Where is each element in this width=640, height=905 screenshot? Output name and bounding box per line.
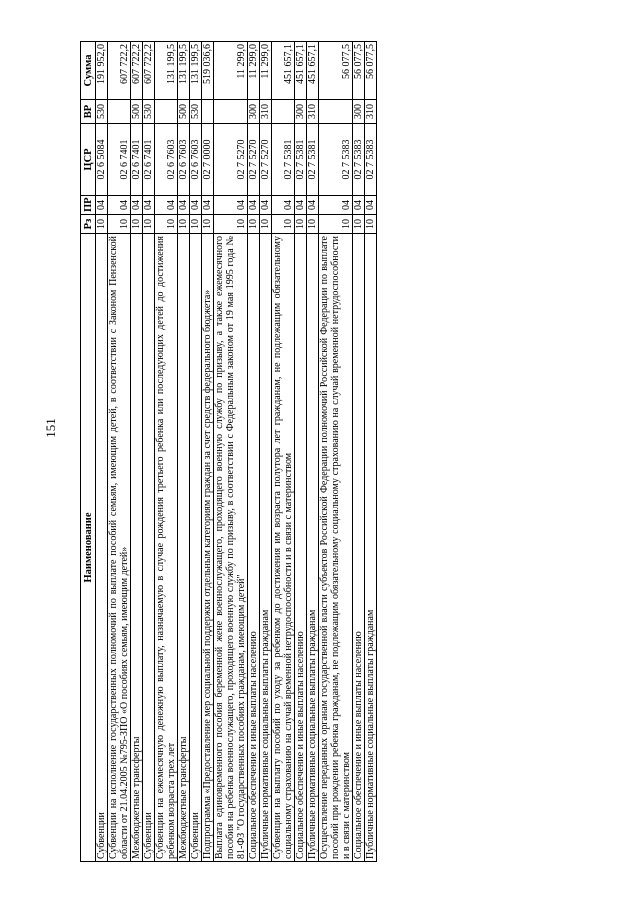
cell-vr: [319, 100, 353, 124]
cell-csr: 02 6 7401: [131, 124, 143, 196]
header-pr: ПР: [81, 196, 96, 215]
cell-pr: 04: [131, 196, 143, 215]
header-name: Наименование: [81, 234, 96, 862]
cell-csr: 02 6 5084: [96, 124, 108, 196]
cell-pr: 04: [272, 196, 295, 215]
table-header-row: [81, 42, 96, 862]
cell-vr: 500: [178, 100, 190, 124]
cell-pr: 04: [190, 196, 202, 215]
header-sum: Сумма: [81, 42, 96, 100]
cell-sum: 451 657,1: [272, 42, 295, 100]
cell-name: Публичные нормативные социальные выплаты гражданам: [260, 234, 272, 862]
cell-rz: 10: [295, 215, 307, 234]
cell-rz: 10: [178, 215, 190, 234]
table-row: [248, 42, 260, 862]
cell-csr: 02 6 7401: [143, 124, 155, 196]
cell-rz: 10: [214, 215, 248, 234]
cell-name: Социальное обеспечение и иные выплаты населению: [295, 234, 307, 862]
cell-sum: 607 722,2: [108, 42, 131, 100]
cell-name: Социальное обеспечение и иные выплаты населению: [353, 234, 365, 862]
cell-csr: 02 6 7603: [190, 124, 202, 196]
table-body: [96, 42, 377, 862]
cell-vr: 530: [190, 100, 202, 124]
cell-name: Выплата единовременного пособия беременной жене военнослужащего, проходящего военную службу по призыву, а также ежемесячного пособия на ребенка военнослужащего, проходящего военную службу по призыву, в соответствии с Федеральным законом от 19 мая 1995 года № 81-ФЗ "О государственных пособиях гражданам, имеющим детей": [214, 234, 248, 862]
cell-rz: 10: [155, 215, 178, 234]
cell-pr: 04: [96, 196, 108, 215]
cell-rz: 10: [131, 215, 143, 234]
header-csr: ЦСР: [81, 124, 96, 196]
cell-csr: 02 6 7401: [108, 124, 131, 196]
cell-vr: [214, 100, 248, 124]
cell-vr: 300: [248, 100, 260, 124]
rotated-page-content: [80, 42, 550, 862]
table-row: [143, 42, 155, 862]
cell-pr: 04: [108, 196, 131, 215]
cell-vr: 500: [131, 100, 143, 124]
cell-sum: 519 036,6: [202, 42, 214, 100]
table-row: [178, 42, 190, 862]
cell-rz: 10: [272, 215, 295, 234]
header-rz: Рз: [81, 215, 96, 234]
cell-rz: 10: [96, 215, 108, 234]
header-vr: ВР: [81, 100, 96, 124]
table-row: [365, 42, 377, 862]
cell-sum: 451 657,1: [307, 42, 319, 100]
cell-vr: 300: [353, 100, 365, 124]
table-row: [96, 42, 108, 862]
cell-csr: 02 7 5270: [248, 124, 260, 196]
cell-csr: 02 7 0000: [202, 124, 214, 196]
cell-pr: 04: [214, 196, 248, 215]
cell-csr: 02 7 5381: [307, 124, 319, 196]
cell-name: Подпрограмма «Предоставление мер социальной поддержки отдельным категориям граждан за счет средств федерального бюджета»: [202, 234, 214, 862]
table-row: [190, 42, 202, 862]
cell-sum: 131 199,5: [178, 42, 190, 100]
cell-name: Субвенции: [190, 234, 202, 862]
table-row: [319, 42, 353, 862]
cell-sum: 451 657,1: [295, 42, 307, 100]
cell-pr: 04: [307, 196, 319, 215]
cell-vr: [202, 100, 214, 124]
cell-csr: 02 7 5383: [353, 124, 365, 196]
table-row: [272, 42, 295, 862]
cell-rz: 10: [108, 215, 131, 234]
budget-table: [80, 41, 377, 862]
cell-rz: 10: [260, 215, 272, 234]
cell-name: Публичные нормативные социальные выплаты гражданам: [365, 234, 377, 862]
cell-name: Субвенции: [143, 234, 155, 862]
cell-sum: 56 077,5: [353, 42, 365, 100]
cell-rz: 10: [365, 215, 377, 234]
cell-name: Социальное обеспечение и иные выплаты населению: [248, 234, 260, 862]
cell-vr: 310: [365, 100, 377, 124]
cell-sum: 131 199,5: [190, 42, 202, 100]
cell-rz: 10: [319, 215, 353, 234]
cell-pr: 04: [319, 196, 353, 215]
table-row: [295, 42, 307, 862]
cell-name: Субвенции на ежемесячную денежную выплату, назначаемую в случае рождения третьего ребенка или последующих детей до достижения ребенком возраста трех лет: [155, 234, 178, 862]
cell-name: Публичные нормативные социальные выплаты гражданам: [307, 234, 319, 862]
cell-sum: 607 722,2: [131, 42, 143, 100]
cell-sum: 131 199,5: [155, 42, 178, 100]
cell-pr: 04: [178, 196, 190, 215]
cell-vr: 310: [260, 100, 272, 124]
cell-vr: [108, 100, 131, 124]
cell-sum: 607 722,2: [143, 42, 155, 100]
cell-csr: 02 7 5381: [272, 124, 295, 196]
cell-pr: 04: [353, 196, 365, 215]
cell-sum: 11 299,0: [260, 42, 272, 100]
cell-pr: 04: [295, 196, 307, 215]
cell-rz: 10: [248, 215, 260, 234]
cell-name: Межбюджетные трансферты: [178, 234, 190, 862]
cell-sum: 11 299,0: [214, 42, 248, 100]
cell-pr: 04: [248, 196, 260, 215]
cell-pr: 04: [155, 196, 178, 215]
cell-rz: 10: [190, 215, 202, 234]
cell-csr: 02 6 7603: [178, 124, 190, 196]
cell-pr: 04: [260, 196, 272, 215]
cell-name: Субвенции на исполнение государственных полномочий по выплате пособий семьям, имеющим детей, в соответствии с Законом Пензенской области от 21.04.2005 №795-ЗПО «О пособиях семьям, имеющим детей»: [108, 234, 131, 862]
cell-csr: 02 7 5270: [260, 124, 272, 196]
cell-csr: 02 7 5383: [365, 124, 377, 196]
cell-vr: 530: [143, 100, 155, 124]
cell-rz: 10: [307, 215, 319, 234]
table-row: [214, 42, 248, 862]
cell-sum: 56 077,5: [365, 42, 377, 100]
cell-csr: 02 7 5270: [214, 124, 248, 196]
cell-name: Субвенции на выплату пособий по уходу за ребенком до достижения им возраста полутора лет гражданам, не подлежащим обязательному социальному страхованию на случай временной нетрудоспособности и в связи с материнством: [272, 234, 295, 862]
cell-sum: 11 299,0: [248, 42, 260, 100]
cell-vr: 310: [307, 100, 319, 124]
cell-csr: 02 6 7603: [155, 124, 178, 196]
cell-pr: 04: [202, 196, 214, 215]
cell-sum: 191 952,0: [96, 42, 108, 100]
cell-vr: [155, 100, 178, 124]
cell-csr: 02 7 5381: [295, 124, 307, 196]
table-row: [131, 42, 143, 862]
table-row: [202, 42, 214, 862]
cell-vr: 530: [96, 100, 108, 124]
cell-vr: [272, 100, 295, 124]
table-row: [353, 42, 365, 862]
cell-csr: 02 7 5383: [319, 124, 353, 196]
table-row: [108, 42, 131, 862]
cell-name: Осуществление переданных органам государственной власти субъектов Российской Федерации полномочий Российской Федерации по выплате пособий при рождении ребенка гражданам, не подлежащим обязательному социальному страхованию на случай временной нетрудоспособности и в связи с материнством: [319, 234, 353, 862]
cell-rz: 10: [353, 215, 365, 234]
cell-rz: 10: [143, 215, 155, 234]
table-row: [307, 42, 319, 862]
table-row: [260, 42, 272, 862]
cell-rz: 10: [202, 215, 214, 234]
cell-name: Межбюджетные трансферты: [131, 234, 143, 862]
cell-name: Субвенции: [96, 234, 108, 862]
cell-vr: 300: [295, 100, 307, 124]
cell-pr: 04: [365, 196, 377, 215]
table-row: [155, 42, 178, 862]
page-number: 151: [43, 418, 58, 438]
cell-pr: 04: [143, 196, 155, 215]
cell-sum: 56 077,5: [319, 42, 353, 100]
